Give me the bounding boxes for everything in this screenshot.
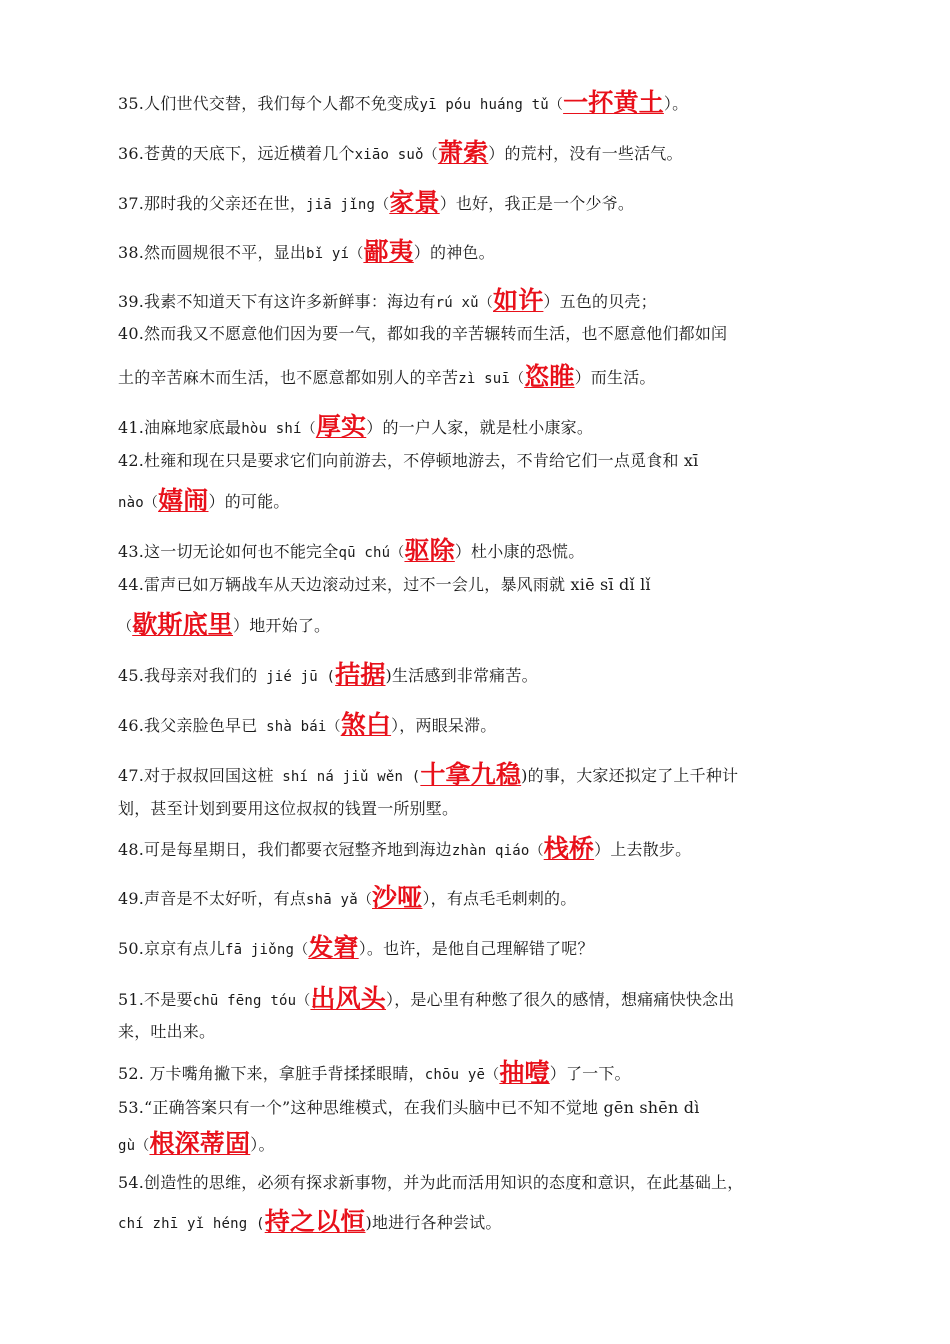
question-42-line-2: nào（嬉闹）的可能。 bbox=[118, 486, 290, 515]
pinyin: shí ná jiǔ wěn ( bbox=[273, 769, 421, 785]
pinyin: jiā jǐng（ bbox=[306, 197, 390, 213]
answer: 沙哑 bbox=[372, 883, 423, 912]
pinyin: shà bái（ bbox=[257, 719, 341, 735]
answer: 萧索 bbox=[437, 138, 489, 167]
pinyin: fā jiǒng（ bbox=[225, 942, 309, 958]
pinyin: jié jū ( bbox=[257, 669, 336, 685]
question-45: 45.我母亲对我们的 jié jū (拮据)生活感到非常痛苦。 bbox=[118, 660, 538, 689]
pinyin: bǐ yí（ bbox=[306, 246, 364, 262]
question-40-line-2: 土的辛苦麻木而生活，也不愿意都如别人的辛苦zì suī（恣睢）而生活。 bbox=[118, 362, 656, 391]
question-43: 43.这一切无论如何也不能完全qū chú（驱除）杜小康的恐慌。 bbox=[118, 536, 585, 565]
question-51-line-2: 来，吐出来。 bbox=[118, 1022, 216, 1041]
pinyin: xiāo suǒ（ bbox=[354, 147, 438, 163]
answer: 鄙夷 bbox=[363, 237, 414, 266]
pinyin: zì suī（ bbox=[458, 371, 525, 387]
question-51-line-1: 51.不是要chū fēng tóu（出风头），是心里有种憋了很久的感情，想痛痛快快念出 bbox=[118, 984, 735, 1013]
answer: 煞白 bbox=[340, 710, 392, 739]
answer: 家景 bbox=[389, 188, 440, 217]
answer: 抽噎 bbox=[499, 1058, 550, 1087]
question-40-line-1: 40.然而我又不愿意他们因为要一气，都如我的辛苦辗转而生活，也不愿意他们都如闰 bbox=[118, 324, 728, 343]
question-48: 48.可是每星期日，我们都要衣冠整齐地到海边zhàn qiáo（栈桥）上去散步。 bbox=[118, 834, 692, 863]
question-54-line-2: chí zhī yǐ héng (持之以恒)地进行各种尝试。 bbox=[118, 1207, 502, 1236]
question-41: 41.油麻地家底最hòu shí（厚实）的一户人家，就是杜小康家。 bbox=[118, 412, 594, 441]
answer: 根深蒂固 bbox=[149, 1129, 251, 1158]
question-54-line-1: 54.创造性的思维，必须有探求新事物，并为此而活用知识的态度和意识，在此基础上， bbox=[118, 1173, 744, 1192]
pinyin: chū fēng tóu（ bbox=[192, 993, 311, 1009]
answer: 十拿九稳 bbox=[420, 760, 522, 789]
pinyin: gù（ bbox=[118, 1138, 150, 1154]
question-50: 50.京京有点儿fā jiǒng（发窘）。也许，是他自己理解错了呢？ bbox=[118, 933, 594, 962]
pinyin: zhàn qiáo（ bbox=[451, 843, 544, 859]
pinyin: yī póu huáng tǔ（ bbox=[419, 97, 564, 113]
answer: 如许 bbox=[493, 286, 544, 315]
question-44-line-1: 44.雷声已如万辆战车从天边滚动过来，过不一会儿，暴风雨就 xiē sī dǐ lǐ bbox=[118, 575, 651, 594]
answer: 一抔黄土 bbox=[563, 88, 664, 117]
pinyin: hòu shí（ bbox=[241, 421, 316, 437]
answer: 出风头 bbox=[310, 984, 387, 1013]
question-47-line-2: 划，甚至计划到要用这位叔叔的钱置一所别墅。 bbox=[118, 799, 459, 818]
pinyin: chí zhī yǐ héng ( bbox=[118, 1216, 265, 1232]
answer: 驱除 bbox=[404, 536, 455, 565]
answer: 拮据 bbox=[335, 660, 386, 689]
question-42-line-1: 42.杜雍和现在只是要求它们向前游去，不停顿地游去，不肯给它们一点觅食和 xī bbox=[118, 451, 699, 470]
question-37: 37.那时我的父亲还在世，jiā jǐng（家景）也好，我正是一个少爷。 bbox=[118, 188, 635, 217]
question-53-line-2: gù（根深蒂固）。 bbox=[118, 1129, 275, 1158]
answer: 恣睢 bbox=[524, 362, 575, 391]
question-39: 39.我素不知道天下有这许多新鲜事：海边有rú xǔ（如许）五色的贝壳； bbox=[118, 286, 657, 315]
pinyin: rú xǔ（ bbox=[435, 295, 493, 311]
question-53-line-1: 53.“正确答案只有一个”这种思维模式，在我们头脑中已不知不觉地 gēn shēn dì bbox=[118, 1098, 700, 1117]
pinyin: qū chú（ bbox=[338, 545, 405, 561]
pinyin: shā yǎ（ bbox=[306, 892, 373, 908]
answer: 厚实 bbox=[315, 412, 367, 441]
question-47-line-1: 47.对于叔叔回国这桩 shí ná jiǔ wěn (十拿九稳)的事，大家还拟定了上千种计 bbox=[118, 760, 739, 789]
question-49: 49.声音是不太好听，有点shā yǎ（沙哑），有点毛毛刺刺的。 bbox=[118, 883, 577, 912]
question-46: 46.我父亲脸色早已 shà bái（煞白），两眼呆滞。 bbox=[118, 710, 497, 739]
answer: 栈桥 bbox=[543, 834, 595, 863]
pinyin: nào（ bbox=[118, 495, 159, 511]
question-52: 52. 万卡嘴角撇下来，拿脏手背揉揉眼睛，chōu yē（抽噎）了一下。 bbox=[118, 1058, 631, 1087]
question-35: 35.人们世代交替，我们每个人都不免变成yī póu huáng tǔ（一抔黄土）。 bbox=[118, 88, 689, 117]
question-36: 36.苍黄的天底下，远近横着几个xiāo suǒ（萧索）的荒村，没有一些活气。 bbox=[118, 138, 683, 167]
question-44-line-2: （歇斯底里）地开始了。 bbox=[118, 610, 331, 639]
answer: 歇斯底里 bbox=[132, 610, 234, 639]
pinyin: （ bbox=[118, 619, 133, 635]
answer: 发窘 bbox=[308, 933, 359, 962]
pinyin: chōu yē（ bbox=[424, 1067, 500, 1083]
answer: 持之以恒 bbox=[264, 1207, 366, 1236]
question-38: 38.然而圆规很不平，显出bǐ yí（鄙夷）的神色。 bbox=[118, 237, 495, 266]
answer: 嬉闹 bbox=[158, 486, 209, 515]
